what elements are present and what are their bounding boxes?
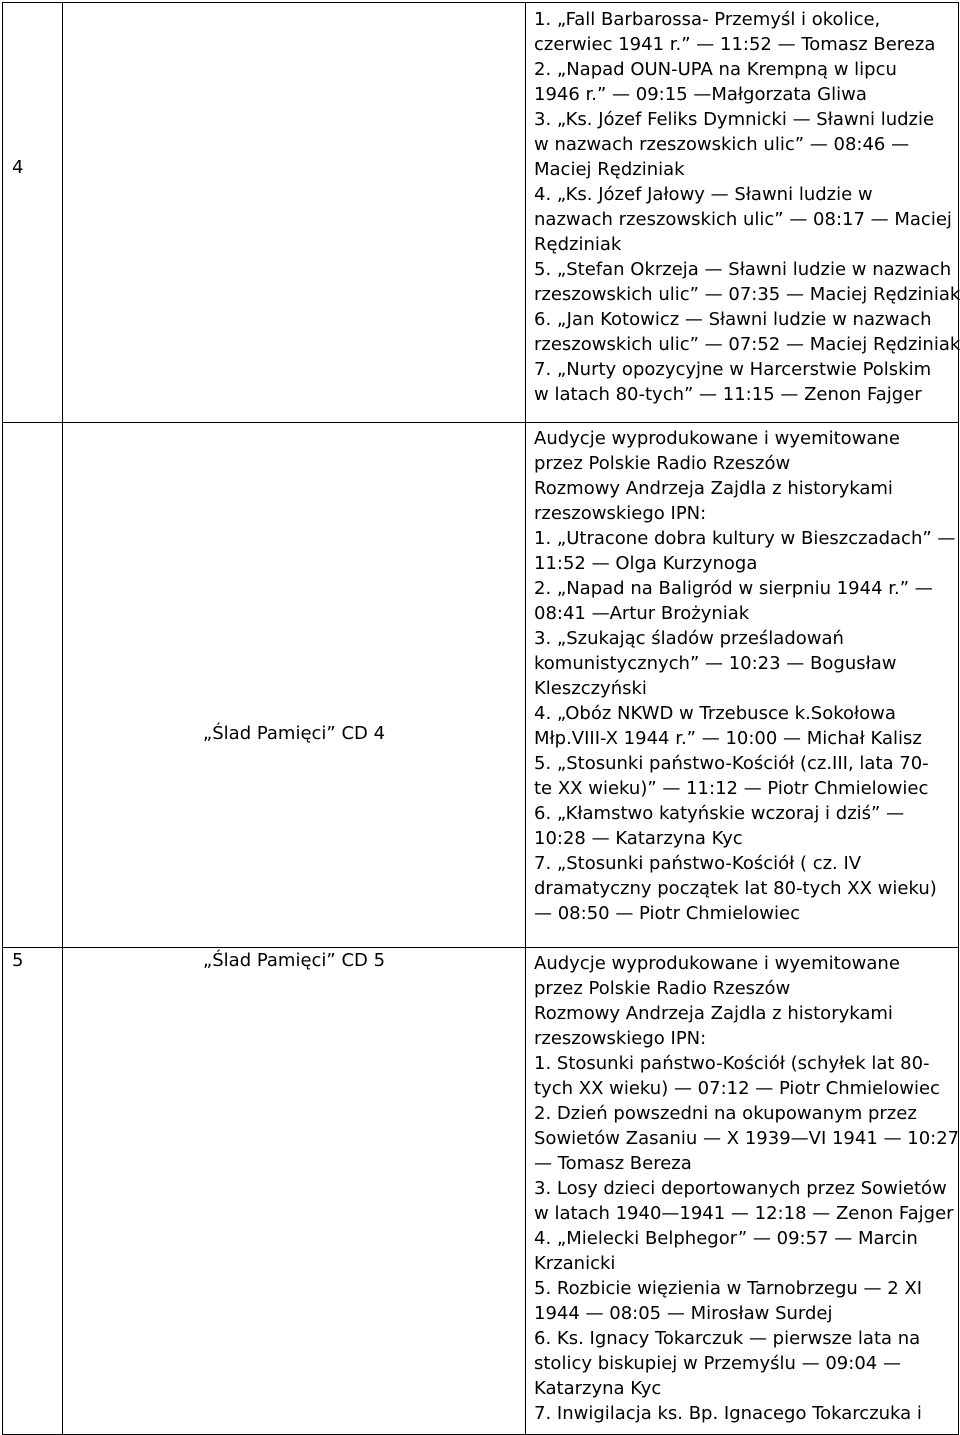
description-line: 4. „Obóz NKWD w Trzebusce k.Sokołowa [534,703,896,724]
description-line: 4. „Mielecki Belphegor” — 09:57 — Marcin [534,1228,918,1249]
description-line: nazwach rzeszowskich ulic” — 08:17 — Maciej [534,209,952,230]
description-line: Kleszczyński [534,678,647,699]
table-row-cd5 [3,948,959,1435]
description-line: 5. Rozbicie więzienia w Tarnobrzegu — 2 XI [534,1278,923,1299]
description-line: 3. „Ks. Józef Feliks Dymnicki — Sławni ludzie [534,109,935,130]
description-line: w latach 1940—1941 — 12:18 — Zenon Fajger [534,1203,954,1224]
row-title-cell [63,948,526,1435]
description-line: czerwiec 1941 r.” — 11:52 — Tomasz Bereza [534,34,936,55]
description-line: w latach 80-tych” — 11:15 — Zenon Fajger [534,384,922,405]
description-line: Rozmowy Andrzeja Zajdla z historykami [534,1003,893,1024]
description-line: Młp.VIII-X 1944 r.” — 10:00 — Michał Kalisz [534,728,922,749]
description-line: 6. Ks. Ignacy Tokarczuk — pierwsze lata na [534,1328,921,1349]
description-line: Audycje wyprodukowane i wyemitowane [534,953,900,974]
description-line: 10:28 — Katarzyna Kyc [534,828,743,849]
description-line: — Tomasz Bereza [534,1153,692,1174]
cd-title: „Ślad Pamięci” CD 4 [202,723,386,744]
description-line: przez Polskie Radio Rzeszów [534,978,791,999]
description-line: rzeszowskiego IPN: [534,503,707,524]
row-number-cell [3,157,63,948]
description-line: rzeszowskich ulic” — 07:35 — Maciej Rędziniak [534,284,960,305]
table-row-continuation [3,3,959,423]
table-row-cd4 [3,423,959,948]
description-line: dramatyczny początek lat 80-tych XX wieku) [534,878,937,899]
description-line: 7. Inwigilacja ks. Bp. Ignacego Tokarczuka i [534,1403,922,1424]
description-line: 2. „Napad na Baligród w sierpniu 1944 r.” — [534,578,933,599]
description-line: Krzanicki [534,1253,616,1274]
description-line: 5. „Stefan Okrzeja — Sławni ludzie w nazwach [534,259,952,280]
description-line: te XX wieku)” — 11:12 — Piotr Chmielowiec [534,778,929,799]
row-number: 5 [12,950,24,971]
cd-list-table [2,2,959,1435]
description-line: 3. Losy dzieci deportowanych przez Sowietów [534,1178,947,1199]
description-line: Audycje wyprodukowane i wyemitowane [534,428,900,449]
description-line: stolicy biskupiej w Przemyślu — 09:04 — [534,1353,901,1374]
description-line: 3. „Szukając śladów prześladowań [534,628,844,649]
description-line: komunistycznych” — 10:23 — Bogusław [534,653,897,674]
description-line: rzeszowskiego IPN: [534,1028,707,1049]
description-line: rzeszowskich ulic” — 07:52 — Maciej Rędziniak [534,334,960,355]
row-number-cell [3,3,63,423]
cd-title: „Ślad Pamięci” CD 5 [202,950,386,971]
description-line: 2. „Napad OUN-UPA na Krempną w lipcu [534,59,897,80]
row-title-cell [63,3,526,423]
row-number: 4 [12,157,24,178]
row-description-cell [526,3,959,423]
description-line: 2. Dzień powszedni na okupowanym przez [534,1103,917,1124]
row-description-cell [526,423,959,948]
description-line: 11:52 — Olga Kurzynoga [534,553,758,574]
description-line: 6. „Jan Kotowicz — Sławni ludzie w nazwach [534,309,932,330]
description-line: Maciej Rędziniak [534,159,685,180]
description-line: — 08:50 — Piotr Chmielowiec [534,903,800,924]
description-line: 7. „Nurty opozycyjne w Harcerstwie Polskim [534,359,932,380]
description-line: 1. Stosunki państwo-Kościół (schyłek lat 80- [534,1053,930,1074]
description-line: 1. „Utracone dobra kultury w Bieszczadach” — [534,528,956,549]
description-line: w nazwach rzeszowskich ulic” — 08:46 — [534,134,910,155]
description-line: tych XX wieku) — 07:12 — Piotr Chmielowiec [534,1078,940,1099]
row-number-cell [3,948,63,1435]
description-line: przez Polskie Radio Rzeszów [534,453,791,474]
description-line: 1. „Fall Barbarossa- Przemyśl i okolice, [534,9,881,30]
description-line: 1944 — 08:05 — Mirosław Surdej [534,1303,833,1324]
row-title-cell [63,423,526,948]
description-line: 1946 r.” — 09:15 —Małgorzata Gliwa [534,84,867,105]
description-line: Sowietów Zasaniu — X 1939—VI 1941 — 10:27 [534,1128,960,1149]
description-line: 08:41 —Artur Brożyniak [534,603,750,624]
row-description-cell [526,948,959,1435]
description-line: 6. „Kłamstwo katyńskie wczoraj i dziś” — [534,803,905,824]
description-line: 4. „Ks. Józef Jałowy — Sławni ludzie w [534,184,873,205]
description-line: Rędziniak [534,234,622,255]
description-line: Rozmowy Andrzeja Zajdla z historykami [534,478,893,499]
description-line: 7. „Stosunki państwo-Kościół ( cz. IV [534,853,862,874]
description-line: 5. „Stosunki państwo-Kościół (cz.III, lata 70- [534,753,929,774]
description-line: Katarzyna Kyc [534,1378,662,1399]
